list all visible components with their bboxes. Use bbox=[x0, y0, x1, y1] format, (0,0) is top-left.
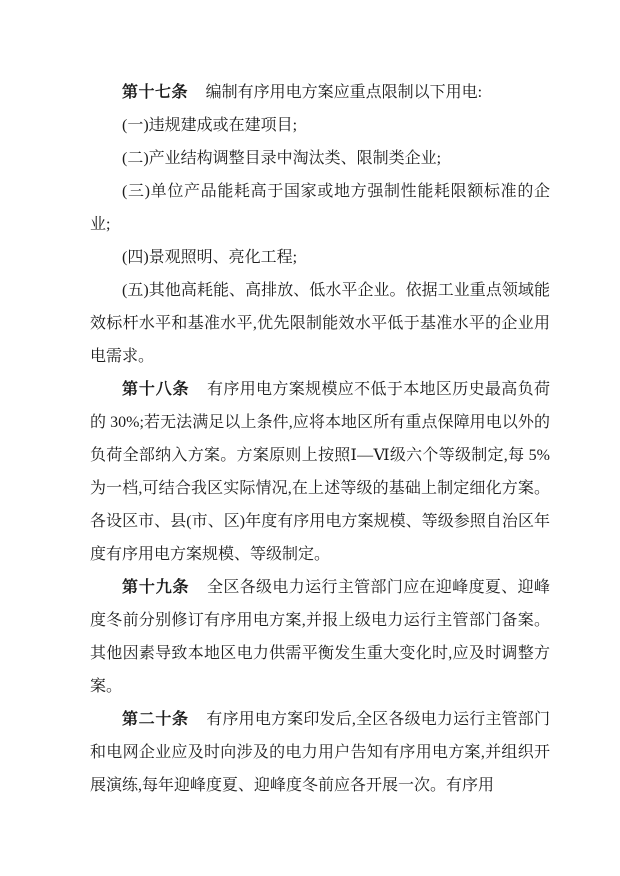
paragraph-text: 有序用电方案印发后,全区各级电力运行主管部门和电网企业应及时向涉及的电力用户告知有序用电方案,并组织开展演练,每年迎峰度夏、迎峰度冬前应各开展一次。有序用 bbox=[90, 711, 550, 794]
paragraph-clause-5 bbox=[90, 274, 550, 373]
paragraph-text: 编制有序用电方案应重点限制以下用电: bbox=[205, 84, 483, 101]
article-number-19: 第十九条 bbox=[122, 579, 190, 596]
paragraph-text: 有序用电方案规模应不低于本地区历史最高负荷的 30%;若无法满足以上条件,应将本地区所有重点保障用电以外的负荷全部纳入方案。方案原则上按照Ⅰ—Ⅵ级六个等级制定,每 5%为一档,可结合我区实际情况,在上述等级的基础上制定细化方案。各设区市、县(市、区)年度有序用电方案规模、等级参照自治区年度有序用电方案规模、等级制定。 bbox=[90, 381, 550, 563]
article-number-18: 第十八条 bbox=[122, 381, 190, 398]
paragraph-article-17 bbox=[90, 76, 550, 109]
paragraph-text: 全区各级电力运行主管部门应在迎峰度夏、迎峰度冬前分别修订有序用电方案,并报上级电力运行主管部门备案。其他因素导致本地区电力供需平衡发生重大变化时,应及时调整方案。 bbox=[90, 579, 550, 695]
paragraph-clause-1 bbox=[90, 109, 550, 142]
paragraph-text: (三)单位产品能耗高于国家或地方强制性能耗限额标准的企业; bbox=[90, 183, 550, 233]
paragraph-article-19 bbox=[90, 571, 550, 703]
paragraph-text: (一)违规建成或在建项目; bbox=[122, 117, 298, 134]
paragraph-article-20 bbox=[90, 703, 550, 802]
paragraph-clause-2 bbox=[90, 142, 550, 175]
paragraph-article-18 bbox=[90, 373, 550, 571]
article-number-17: 第十七条 bbox=[122, 84, 189, 101]
paragraph-clause-3 bbox=[90, 175, 550, 241]
paragraph-text: (二)产业结构调整目录中淘汰类、限制类企业; bbox=[122, 150, 442, 167]
paragraph-text: (五)其他高耗能、高排放、低水平企业。依据工业重点领域能效标杆水平和基准水平,优先限制能效水平低于基准水平的企业用电需求。 bbox=[90, 282, 550, 365]
paragraph-clause-4 bbox=[90, 241, 550, 274]
article-number-20: 第二十条 bbox=[122, 711, 189, 728]
paragraph-text: (四)景观照明、亮化工程; bbox=[122, 249, 298, 266]
